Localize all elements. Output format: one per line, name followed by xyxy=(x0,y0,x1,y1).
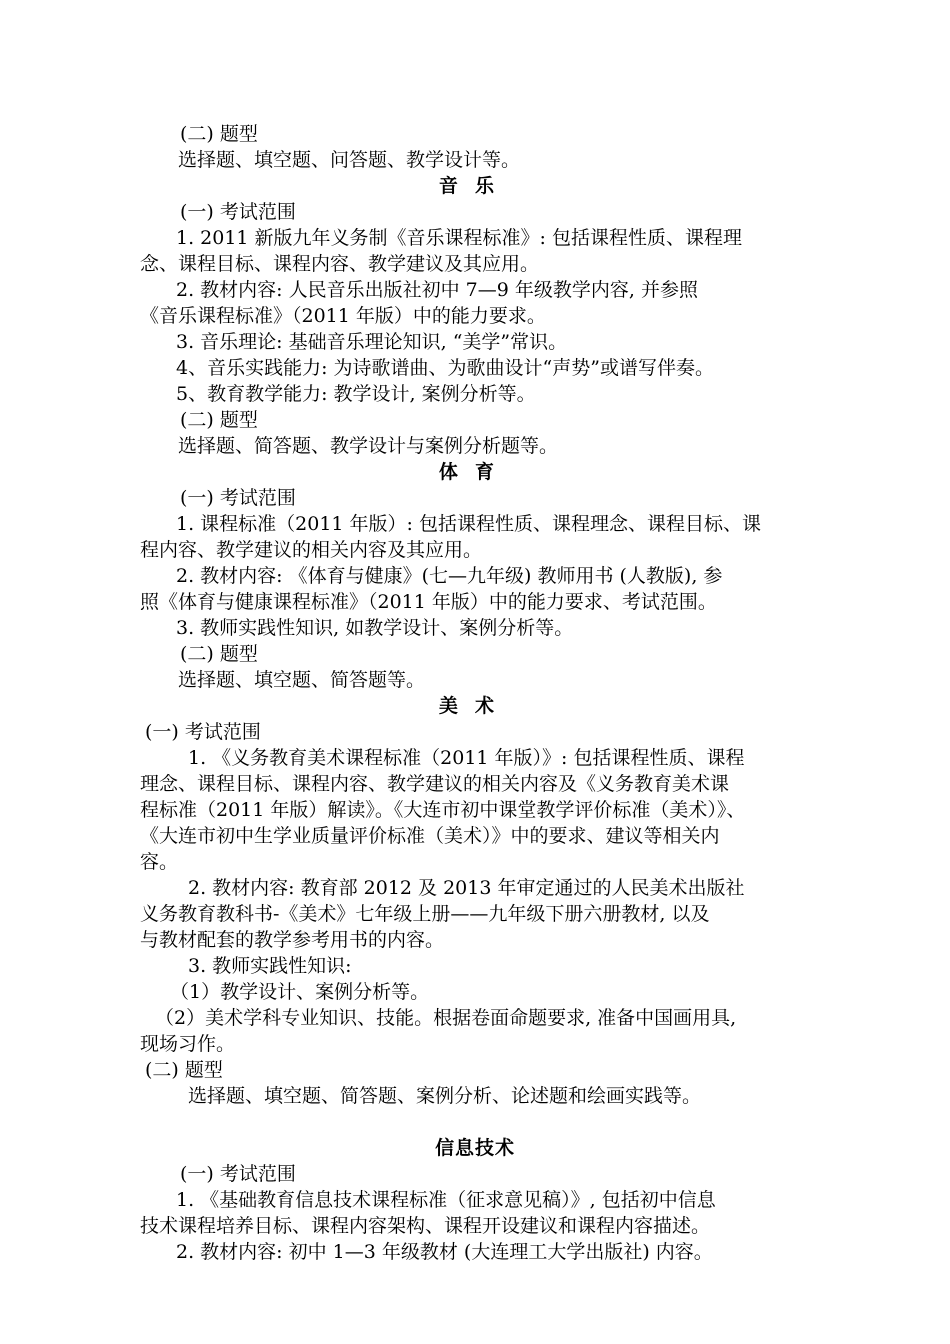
body-text: 2. 教材内容: 初中 1—3 年级教材 (大连理工大学出版社) 内容。 xyxy=(176,1241,713,1263)
body-text: 2. 教材内容: 教育部 2012 及 2013 年审定通过的人民美术出版社 xyxy=(188,877,745,899)
body-text: 程内容、教学建议的相关内容及其应用。 xyxy=(140,539,483,561)
section-heading: (二) 题型 xyxy=(180,643,258,665)
body-text: 3. 音乐理论: 基础音乐理论知识, “美学”常识。 xyxy=(176,331,568,353)
body-text: 5、教育教学能力: 教学设计, 案例分析等。 xyxy=(176,383,536,405)
section-heading: (一) 考试范围 xyxy=(145,721,261,743)
section-heading: (一) 考试范围 xyxy=(180,201,296,223)
body-text: 4、音乐实践能力: 为诗歌谱曲、为歌曲设计“声势”或谱写伴奏。 xyxy=(176,357,714,379)
body-text: 1. 课程标准（2011 年版）: 包括课程性质、课程理念、课程目标、课 xyxy=(176,513,762,535)
body-text: 与教材配套的教学参考用书的内容。 xyxy=(140,929,445,951)
section-heading: (一) 考试范围 xyxy=(180,1163,296,1185)
body-text: 1. 2011 新版九年义务制《音乐课程标准》: 包括课程性质、课程理 xyxy=(176,227,743,249)
body-text: 理念、课程目标、课程内容、教学建议的相关内容及《义务教育美术课 xyxy=(140,773,730,795)
body-text: 义务教育教科书-《美术》七年级上册——九年级下册六册教材, 以及 xyxy=(140,903,710,925)
subject-title-it: 信息技术 xyxy=(435,1137,515,1159)
body-text: 2. 教材内容: 人民音乐出版社初中 7—9 年级教学内容, 并参照 xyxy=(176,279,698,301)
body-text: 选择题、简答题、教学设计与案例分析题等。 xyxy=(178,435,559,457)
body-text: 念、课程目标、课程内容、教学建议及其应用。 xyxy=(140,253,540,275)
body-text: 技术课程培养目标、课程内容架构、课程开设建议和课程内容描述。 xyxy=(140,1215,711,1237)
body-text: 2. 教材内容: 《体育与健康》(七—九年级) 教师用书 (人教版), 参 xyxy=(176,565,723,587)
body-text: 程标准（2011 年版）解读》。《大连市初中课堂教学评价标准（美术）》、 xyxy=(140,799,746,821)
section-heading: (二) 题型 xyxy=(180,409,258,431)
body-text: 选择题、填空题、问答题、教学设计等。 xyxy=(178,149,521,171)
subject-title-art: 美术 xyxy=(438,695,512,717)
body-text: 1. 《基础教育信息技术课程标准（征求意见稿）》, 包括初中信息 xyxy=(176,1189,716,1211)
body-text: 3. 教师实践性知识: xyxy=(188,955,352,977)
subject-title-music: 音乐 xyxy=(438,175,512,197)
body-text: （2）美术学科专业知识、技能。根据卷面命题要求, 准备中国画用具, xyxy=(155,1007,737,1029)
body-text: 照《体育与健康课程标准》（2011 年版）中的能力要求、考试范围。 xyxy=(140,591,717,613)
body-text: （1）教学设计、案例分析等。 xyxy=(170,981,430,1003)
body-text: 1. 《义务教育美术课程标准（2011 年版）》: 包括课程性质、课程 xyxy=(188,747,745,769)
body-text: 《大连市初中生学业质量评价标准（美术）》中的要求、建议等相关内 xyxy=(140,825,720,847)
subject-title-pe: 体育 xyxy=(438,461,512,483)
section-heading: (二) 题型 xyxy=(145,1059,223,1081)
body-text: 选择题、填空题、简答题、案例分析、论述题和绘画实践等。 xyxy=(188,1085,702,1107)
body-text: 《音乐课程标准》（2011 年版）中的能力要求。 xyxy=(140,305,546,327)
section-heading: (二) 题型 xyxy=(180,123,258,145)
body-text: 3. 教师实践性知识, 如教学设计、案例分析等。 xyxy=(176,617,574,639)
body-text: 选择题、填空题、简答题等。 xyxy=(178,669,426,691)
body-text: 现场习作。 xyxy=(140,1033,236,1055)
body-text: 容。 xyxy=(140,851,179,873)
section-heading: (一) 考试范围 xyxy=(180,487,296,509)
